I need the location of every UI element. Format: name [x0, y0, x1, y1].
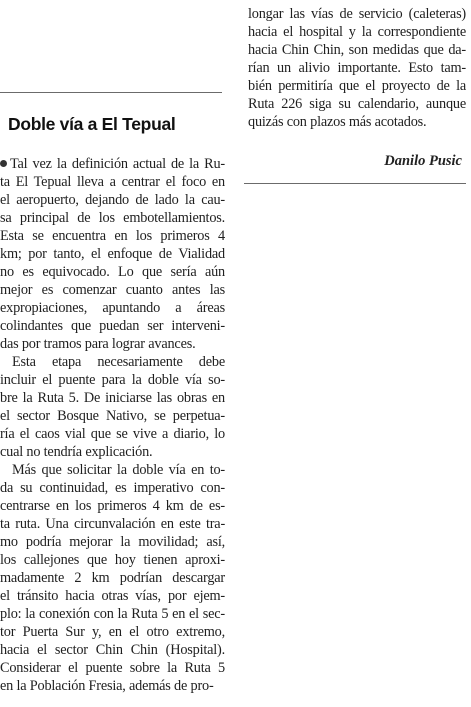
text-line: mo podría mejorar la movilidad; así,: [0, 534, 225, 550]
article-paragraph: [0, 353, 225, 461]
text-line-content: Tal vez la definición actual de la Ru-: [10, 156, 225, 172]
text-line: Ruta 226 siga su calendario, aunque: [248, 96, 466, 112]
text-line: bién permitiría que el proyecto de la: [248, 78, 466, 94]
text-line: das por tramos para lograr avances.: [0, 336, 196, 352]
text-line: madamente 2 km podrían descargar: [0, 570, 225, 586]
article-paragraph: [0, 461, 225, 695]
text-line: bre la Ruta 5. De iniciarse las obras en: [0, 390, 225, 406]
text-line: hacia el sector Chin Chin (Hospital).: [0, 642, 225, 658]
text-line: Esta se encuentra en los primeros 4: [0, 228, 225, 244]
text-line: el aeropuerto, dejando de lado la cau-: [0, 192, 225, 208]
text-line: no es equivocado. Lo que sería aún: [0, 264, 225, 280]
text-line: en la Población Fresia, además de pro-: [0, 678, 214, 694]
article-body-right-column: [248, 5, 466, 131]
paragraph-bullet-icon: [0, 160, 7, 167]
text-line: ta El Tepual lleva a centrar el foco en: [0, 174, 225, 190]
text-line: sa principal de los embotellamientos.: [0, 210, 225, 226]
text-line: mejor es comenzar cuanto antes las: [0, 282, 225, 298]
article-headline: Doble vía a El Tepual: [8, 114, 176, 134]
article-paragraph: [0, 155, 225, 353]
article-byline: Danilo Pusic: [384, 153, 462, 169]
text-line: ta ruta. Una circunvalación en este tra-: [0, 516, 225, 532]
text-line: tor Puerta Sur y, en el otro extremo,: [0, 624, 225, 640]
text-line: km; por tanto, el enfoque de Vialidad: [0, 246, 225, 262]
text-line: ría el caos vial que se vive a diario, lo: [0, 426, 225, 442]
text-line: hacia Chin Chin, son medidas que da-: [248, 42, 466, 58]
text-line: longar las vías de servicio (caleteras): [248, 6, 466, 22]
text-line: expropiaciones, apuntando a áreas: [0, 300, 225, 316]
text-line: el tránsito hacia otras vías, por ejem-: [0, 588, 225, 604]
byline-divider-rule: [244, 183, 466, 184]
text-line: plo: la conexión con la Ruta 5 en el sec-: [0, 606, 225, 622]
text-line: cual no tendría explicación.: [0, 444, 153, 460]
text-line: Esta etapa necesariamente debe: [12, 354, 225, 370]
text-line: colindantes que puedan ser interveni-: [0, 318, 225, 334]
text-line: Considerar el puente sobre la Ruta 5: [0, 660, 225, 676]
text-line: los callejones que hoy tienen aproxi-: [0, 552, 225, 568]
text-line: rían un alivio importante. Esto tam-: [248, 60, 466, 76]
text-line: hacia el hospital y la correspondiente: [248, 24, 466, 40]
text-line: quizás con plazos más acotados.: [248, 114, 427, 130]
top-divider-rule: [0, 92, 222, 93]
text-line: el sector Bosque Nativo, se perpetua-: [0, 408, 225, 424]
text-line: Más que solicitar la doble vía en to-: [12, 462, 225, 478]
text-line: da su continuidad, es imperativo con-: [0, 480, 225, 496]
article-body-left-column: [0, 155, 225, 695]
text-line: [0, 155, 225, 173]
text-line: incluir el puente para la doble vía so-: [0, 372, 225, 388]
text-line: centrarse en los primeros 4 km de es-: [0, 498, 225, 514]
